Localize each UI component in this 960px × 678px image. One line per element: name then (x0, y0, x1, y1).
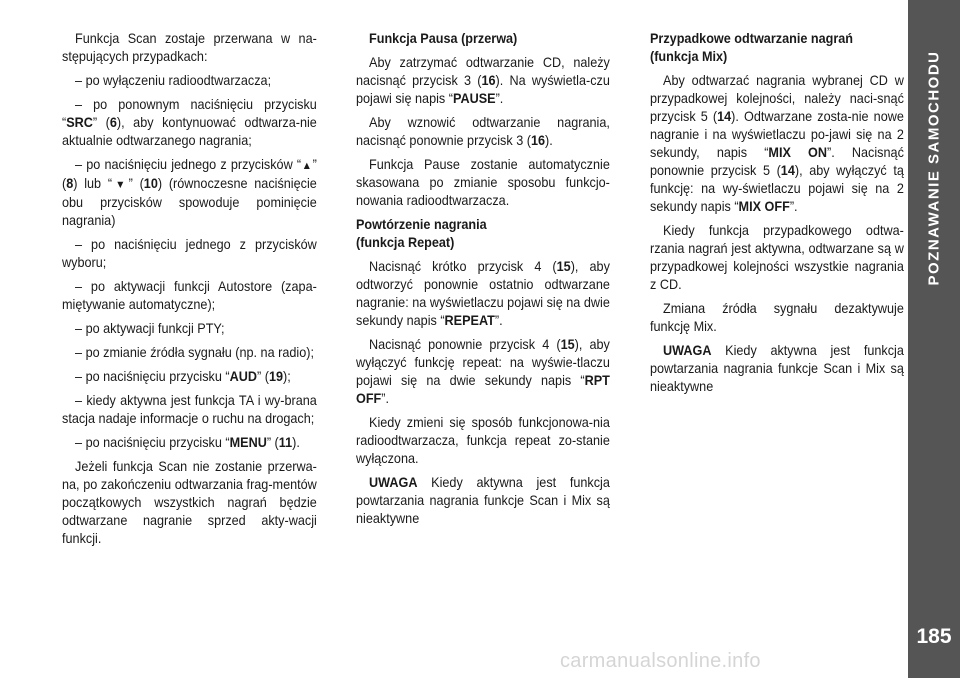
note-paragraph: UWAGA Kiedy aktywna jest funkcja powtarzania nagrania funkcje Scan i Mix są nieaktywne (650, 343, 904, 394)
paragraph: Aby wznowić odtwarzanie nagrania, nacisnąć ponownie przycisk 3 (16). (356, 115, 610, 148)
paragraph: – po ponownym naciśnięciu przycisku “SRC” (6), aby kontynuować odtwarza-nie aktualnie odtwarzanego nagrania; (62, 97, 317, 148)
paragraph: Funkcja Scan zostaje przerwana w na-stępujących przypadkach: (62, 31, 317, 64)
paragraph: – po zmianie źródła sygnału (np. na radio); (75, 345, 314, 360)
paragraph: Zmiana źródła sygnału dezaktywuje funkcję Mix. (650, 301, 904, 334)
paragraph: Funkcja Pause zostanie automatycznie skasowana po zmianie sposobu funkcjo-nowania radioodtwarzacza. (356, 157, 610, 208)
paragraph: Jeżeli funkcja Scan nie zostanie przerwa-na, po zakończeniu odtwarzania frag-mentów początkowych wszystkich nagrań będzie odtwarzane nagranie sprzed akty-wacji funkcji. (62, 459, 317, 546)
section-heading: Funkcja Pausa (przerwa) (369, 31, 518, 46)
watermark: carmanualsonline.info (560, 650, 761, 672)
paragraph: – po naciśnięciu przycisku “AUD” (19); (75, 369, 291, 384)
note-label: UWAGA (663, 343, 712, 358)
text-column-3 (650, 30, 904, 402)
down-arrow-icon: ▼ (112, 179, 129, 191)
section-heading: Powtórzenie nagrania (funkcja Repeat) (356, 217, 487, 250)
note-paragraph: UWAGA Kiedy aktywna jest funkcja powtarzania nagrania funkcje Scan i Mix są nieaktywne (356, 475, 610, 526)
paragraph: – kiedy aktywna jest funkcja TA i wy-brana stacja nadaje informacje o ruchu na drogach; (62, 393, 317, 426)
text-column-1 (62, 30, 317, 554)
paragraph: Nacisnąć krótko przycisk 4 (15), aby odtworzyć ponownie ostatnio odtwarzane nagranie: na wyświetlaczu pojawi się na dwie sekundy napis “REPEAT”. (356, 259, 610, 328)
paragraph: Nacisnąć ponownie przycisk 4 (15), aby wyłączyć funkcję repeat: na wyświe-tlaczu pojawi się na dwie sekundy napis “RPT OFF”. (356, 337, 610, 406)
paragraph: Kiedy zmieni się sposób funkcjonowa-nia radioodtwarzacza, funkcja repeat zo-stanie wyłączona. (356, 415, 610, 466)
note-label: UWAGA (369, 475, 418, 490)
paragraph: Kiedy funkcja przypadkowego odtwa-rzania nagrań jest aktywna, odtwarzane są w przypadkowej kolejności wszystkie nagrania z CD. (650, 223, 904, 292)
paragraph: – po wyłączeniu radioodtwarzacza; (75, 73, 272, 88)
page-number: 185 (916, 625, 952, 648)
up-arrow-icon: ▲ (301, 160, 313, 172)
paragraph: Aby odtwarzać nagrania wybranej CD w przypadkowej kolejności, należy naci-snąć przycisk 5 (14). Odtwarzane zosta-nie nowe nagranie i na wyświetlaczu po-jawi się na 2 sekundy, napis “MIX ON”. Nacisnąć ponownie przycisk 5 (14), aby wyłączyć tą funkcję: na wy-świetlaczu pojawi się na 2 sekundy napis “MIX OFF”. (650, 73, 904, 214)
section-title: POZNAWANIE SAMOCHODU (925, 50, 943, 286)
section-heading: Przypadkowe odtwarzanie nagrań (funkcja Mix) (650, 31, 854, 64)
paragraph: Aby zatrzymać odtwarzanie CD, należy nacisnąć przycisk 3 (16). Na wyświetla-czu pojawi się napis “PAUSE”. (356, 55, 610, 106)
text-column-2 (356, 30, 610, 534)
paragraph: – po naciśnięciu jednego z przycisków wyboru; (62, 237, 317, 270)
paragraph: – po naciśnięciu przycisku “MENU” (11). (75, 435, 300, 450)
paragraph: – po aktywacji funkcji PTY; (75, 321, 225, 336)
paragraph: – po naciśnięciu jednego z przycisków “▲” (8) lub “▼” (10) (równoczesne naciśnięcie obu przycisków spowoduje pominięcie nagrania) (62, 157, 317, 228)
paragraph: – po aktywacji funkcji Autostore (zapa-miętywanie automatyczne); (62, 279, 317, 312)
